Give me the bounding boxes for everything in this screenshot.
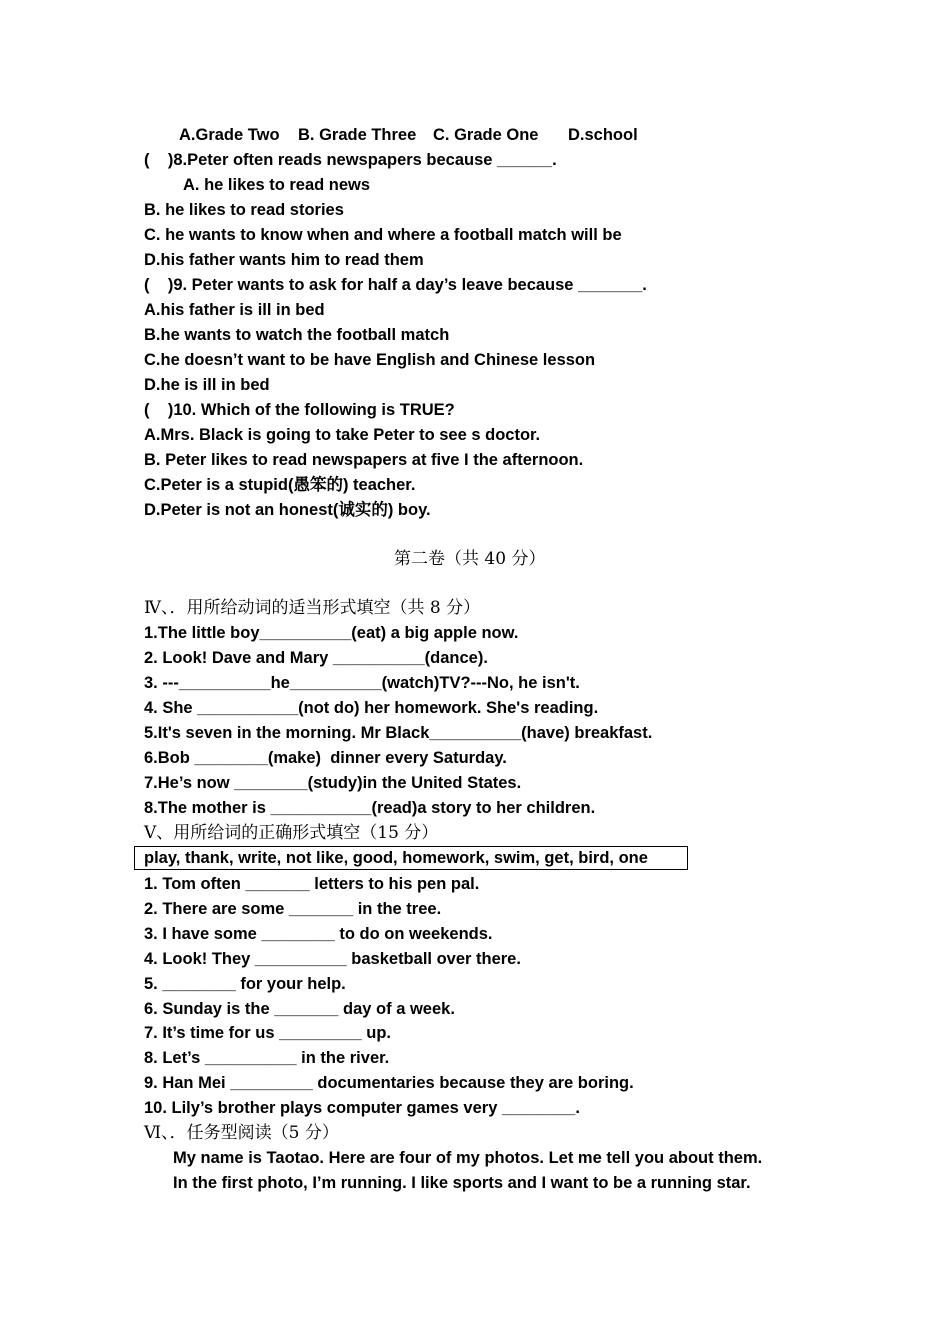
reading-para-2: In the first photo, I’m running. I like sports and I want to be a running star.: [173, 1174, 751, 1192]
section5-item: 5. ________ for your help.: [144, 975, 346, 993]
section5-item: 8. Let’s __________ in the river.: [144, 1049, 390, 1067]
q8-option-d: D.his father wants him to read them: [144, 251, 424, 269]
section4-item: 6.Bob ________(make) dinner every Saturday.: [144, 749, 507, 767]
section5-item: 2. There are some _______ in the tree.: [144, 900, 442, 918]
q9-option-d: D.he is ill in bed: [144, 376, 270, 394]
section4-title: Ⅳ、．用所给动词的适当形式填空（共 8 分）: [144, 598, 481, 618]
section5-item: 4. Look! They __________ basketball over there.: [144, 950, 521, 968]
q10-option-b: B. Peter likes to read newspapers at five I the afternoon.: [144, 451, 584, 469]
q9-option-a: A.his father is ill in bed: [144, 301, 325, 319]
section5-item: 7. It’s time for us _________ up.: [144, 1024, 392, 1042]
q7-option-b: B. Grade Three: [298, 126, 417, 144]
section6-title: Ⅵ、．任务型阅读（5 分）: [144, 1123, 339, 1143]
q7-option-d: D.school: [568, 126, 638, 144]
q10-option-d: D.Peter is not an honest(诚实的) boy.: [144, 501, 431, 519]
section5-item: 6. Sunday is the _______ day of a week.: [144, 1000, 455, 1018]
section4-item: 4. She ___________(not do) her homework. She's reading.: [144, 699, 599, 717]
section5-item: 3. I have some ________ to do on weekends.: [144, 925, 493, 943]
section5-item: 10. Lily’s brother plays computer games very ________.: [144, 1099, 580, 1117]
q8-option-c: C. he wants to know when and where a football match will be: [144, 226, 622, 244]
q9-option-c: C.he doesn’t want to be have English and Chinese lesson: [144, 351, 596, 369]
q8-stem: ( )8.Peter often reads newspapers because ______.: [144, 151, 557, 169]
reading-para-1: My name is Taotao. Here are four of my photos. Let me tell you about them.: [173, 1149, 763, 1167]
q9-stem: ( )9. Peter wants to ask for half a day’s leave because _______.: [144, 276, 647, 294]
section5-item: 9. Han Mei _________ documentaries because they are boring.: [144, 1074, 634, 1092]
q10-stem: ( )10. Which of the following is TRUE?: [144, 401, 455, 419]
section4-item: 5.It's seven in the morning. Mr Black__________(have) breakfast.: [144, 724, 653, 742]
q8-option-a: A. he likes to read news: [183, 176, 371, 194]
q7-option-c: C. Grade One: [433, 126, 539, 144]
q7-option-a: A.Grade Two: [179, 126, 280, 144]
section4-item: 7.He’s now ________(study)in the United States.: [144, 774, 522, 792]
section4-item: 1.The little boy__________(eat) a big apple now.: [144, 624, 519, 642]
part2-title: 第二卷（共 40 分）: [394, 549, 546, 569]
section4-item: 2. Look! Dave and Mary __________(dance).: [144, 649, 488, 667]
section5-item: 1. Tom often _______ letters to his pen pal.: [144, 875, 480, 893]
q10-option-c: C.Peter is a stupid(愚笨的) teacher.: [144, 476, 416, 494]
word-box-text: play, thank, write, not like, good, homework, swim, get, bird, one: [144, 849, 648, 867]
q8-option-b: B. he likes to read stories: [144, 201, 344, 219]
section4-item: 3. ---__________he__________(watch)TV?---No, he isn't.: [144, 674, 580, 692]
section5-title: Ⅴ、用所给词的正确形式填空（15 分）: [144, 823, 439, 843]
q10-option-a: A.Mrs. Black is going to take Peter to see s doctor.: [144, 426, 541, 444]
section4-item: 8.The mother is ___________(read)a story to her children.: [144, 799, 596, 817]
q9-option-b: B.he wants to watch the football match: [144, 326, 450, 344]
